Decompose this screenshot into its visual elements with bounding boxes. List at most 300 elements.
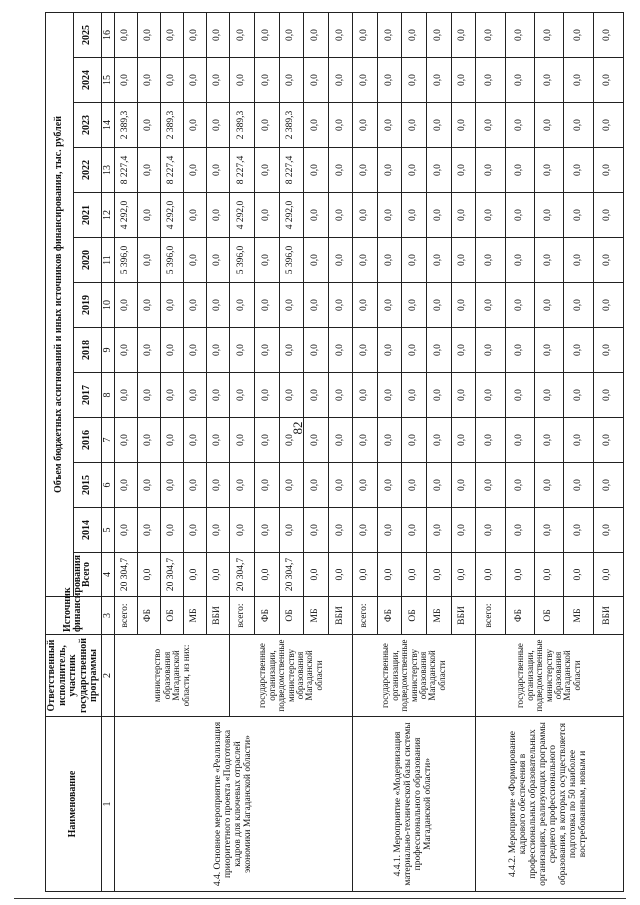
year-value: 0,0 bbox=[427, 463, 452, 508]
index-cell: 12 bbox=[101, 193, 115, 238]
header-year: 2015 bbox=[73, 463, 101, 508]
year-value: 2 389,3 bbox=[115, 103, 138, 148]
year-value: 0,0 bbox=[593, 373, 623, 418]
year-value: 0,0 bbox=[304, 463, 329, 508]
year-value: 0,0 bbox=[115, 283, 138, 328]
year-value: 0,0 bbox=[535, 148, 564, 193]
year-value: 0,0 bbox=[564, 193, 593, 238]
year-value: 0,0 bbox=[476, 508, 505, 553]
year-value: 0,0 bbox=[353, 283, 378, 328]
header-responsible: Ответственный исполнитель, участник государственной программы bbox=[46, 635, 102, 717]
index-cell: 9 bbox=[101, 328, 115, 373]
year-value: 0,0 bbox=[328, 418, 353, 463]
year-value: 0,0 bbox=[279, 463, 304, 508]
year-value: 0,0 bbox=[184, 58, 207, 103]
year-value: 0,0 bbox=[207, 238, 230, 283]
year-value: 0,0 bbox=[207, 13, 230, 58]
year-value: 0,0 bbox=[304, 238, 329, 283]
year-value: 0,0 bbox=[564, 373, 593, 418]
year-value: 0,0 bbox=[254, 148, 279, 193]
year-value: 0,0 bbox=[402, 508, 427, 553]
year-value: 4 292,0 bbox=[161, 193, 184, 238]
year-value: 0,0 bbox=[279, 328, 304, 373]
year-value: 0,0 bbox=[304, 148, 329, 193]
year-value: 0,0 bbox=[279, 508, 304, 553]
header-name: Наименование bbox=[46, 717, 102, 892]
year-value: 0,0 bbox=[304, 58, 329, 103]
year-value: 0,0 bbox=[230, 373, 255, 418]
year-value: 0,0 bbox=[207, 103, 230, 148]
year-value: 0,0 bbox=[353, 58, 378, 103]
year-value: 0,0 bbox=[279, 418, 304, 463]
year-value: 0,0 bbox=[427, 58, 452, 103]
year-value: 0,0 bbox=[377, 283, 402, 328]
year-value: 0,0 bbox=[476, 373, 505, 418]
year-value: 0,0 bbox=[138, 13, 161, 58]
year-value: 0,0 bbox=[254, 463, 279, 508]
year-value: 0,0 bbox=[138, 508, 161, 553]
index-cell: 4 bbox=[101, 553, 115, 597]
table-row bbox=[353, 13, 378, 892]
total-value: 0,0 bbox=[304, 553, 329, 597]
budget-table-rotated bbox=[45, 12, 613, 892]
year-value: 0,0 bbox=[138, 373, 161, 418]
total-value: 0,0 bbox=[254, 553, 279, 597]
year-value: 0,0 bbox=[161, 373, 184, 418]
year-value: 0,0 bbox=[593, 148, 623, 193]
year-value: 0,0 bbox=[161, 508, 184, 553]
year-value: 0,0 bbox=[207, 463, 230, 508]
year-value: 0,0 bbox=[138, 418, 161, 463]
year-value: 0,0 bbox=[304, 508, 329, 553]
year-value: 0,0 bbox=[328, 58, 353, 103]
year-value: 0,0 bbox=[593, 508, 623, 553]
year-value: 0,0 bbox=[564, 283, 593, 328]
total-value: 0,0 bbox=[451, 553, 476, 597]
year-value: 0,0 bbox=[451, 13, 476, 58]
funding-source: ВБИ bbox=[207, 597, 230, 635]
year-value: 0,0 bbox=[328, 13, 353, 58]
funding-source: всего: bbox=[115, 597, 138, 635]
year-value: 0,0 bbox=[377, 373, 402, 418]
funding-source: МБ bbox=[427, 597, 452, 635]
year-value: 0,0 bbox=[451, 103, 476, 148]
year-value: 0,0 bbox=[427, 103, 452, 148]
year-value: 0,0 bbox=[115, 418, 138, 463]
year-value: 0,0 bbox=[230, 328, 255, 373]
year-value: 0,0 bbox=[184, 463, 207, 508]
footer-divider bbox=[14, 898, 626, 899]
year-value: 0,0 bbox=[161, 463, 184, 508]
index-row bbox=[101, 13, 115, 892]
funding-source: ФБ bbox=[377, 597, 402, 635]
year-value: 8 227,4 bbox=[115, 148, 138, 193]
year-value: 0,0 bbox=[138, 193, 161, 238]
year-value: 0,0 bbox=[564, 508, 593, 553]
funding-source: всего: bbox=[353, 597, 378, 635]
year-value: 0,0 bbox=[230, 463, 255, 508]
year-value: 0,0 bbox=[402, 283, 427, 328]
index-cell: 15 bbox=[101, 58, 115, 103]
year-value: 0,0 bbox=[593, 283, 623, 328]
year-value: 0,0 bbox=[593, 238, 623, 283]
year-value: 4 292,0 bbox=[230, 193, 255, 238]
year-value: 0,0 bbox=[593, 463, 623, 508]
year-value: 0,0 bbox=[564, 58, 593, 103]
year-value: 5 396,0 bbox=[115, 238, 138, 283]
responsible-executor: министерство образования Магаданской области, из них: bbox=[115, 635, 230, 717]
page-number: 82 bbox=[290, 421, 305, 435]
year-value: 0,0 bbox=[451, 58, 476, 103]
year-value: 0,0 bbox=[535, 238, 564, 283]
year-value: 0,0 bbox=[451, 508, 476, 553]
index-cell: 14 bbox=[101, 103, 115, 148]
year-value: 8 227,4 bbox=[161, 148, 184, 193]
year-value: 0,0 bbox=[402, 13, 427, 58]
year-value: 0,0 bbox=[402, 418, 427, 463]
header-year: 2014 bbox=[73, 508, 101, 553]
year-value: 0,0 bbox=[593, 193, 623, 238]
total-value: 0,0 bbox=[593, 553, 623, 597]
year-value: 0,0 bbox=[535, 283, 564, 328]
year-value: 5 396,0 bbox=[230, 238, 255, 283]
year-value: 0,0 bbox=[161, 418, 184, 463]
year-value: 0,0 bbox=[115, 508, 138, 553]
year-value: 0,0 bbox=[184, 238, 207, 283]
year-value: 0,0 bbox=[476, 193, 505, 238]
year-value: 0,0 bbox=[254, 238, 279, 283]
year-value: 0,0 bbox=[328, 328, 353, 373]
header-funding: Объем бюджетных ассигнований и иных источников финансирования, тыс. рублей bbox=[46, 13, 74, 597]
year-value: 0,0 bbox=[451, 418, 476, 463]
total-value: 0,0 bbox=[353, 553, 378, 597]
header-year: 2021 bbox=[73, 193, 101, 238]
year-value: 0,0 bbox=[115, 58, 138, 103]
table-row bbox=[115, 13, 138, 892]
year-value: 0,0 bbox=[377, 13, 402, 58]
index-cell: 16 bbox=[101, 13, 115, 58]
activity-name: 4.4. Основное мероприятие «Реализация приоритетного проекта «Подготовка кадров для ключевых отраслей экономики Магаданской области» bbox=[115, 717, 353, 892]
year-value: 0,0 bbox=[564, 148, 593, 193]
year-value: 0,0 bbox=[138, 238, 161, 283]
total-value: 0,0 bbox=[564, 553, 593, 597]
year-value: 0,0 bbox=[535, 418, 564, 463]
year-value: 0,0 bbox=[505, 238, 534, 283]
year-value: 5 396,0 bbox=[279, 238, 304, 283]
year-value: 0,0 bbox=[505, 373, 534, 418]
year-value: 0,0 bbox=[254, 193, 279, 238]
year-value: 0,0 bbox=[115, 463, 138, 508]
year-value: 0,0 bbox=[402, 238, 427, 283]
year-value: 0,0 bbox=[451, 193, 476, 238]
year-value: 0,0 bbox=[505, 463, 534, 508]
year-value: 0,0 bbox=[593, 13, 623, 58]
funding-source: МБ bbox=[564, 597, 593, 635]
year-value: 0,0 bbox=[254, 508, 279, 553]
year-value: 0,0 bbox=[402, 148, 427, 193]
year-value: 0,0 bbox=[304, 328, 329, 373]
year-value: 0,0 bbox=[505, 58, 534, 103]
year-value: 0,0 bbox=[402, 58, 427, 103]
total-value: 20 304,7 bbox=[115, 553, 138, 597]
year-value: 0,0 bbox=[427, 13, 452, 58]
year-value: 0,0 bbox=[427, 193, 452, 238]
year-value: 0,0 bbox=[230, 508, 255, 553]
year-value: 0,0 bbox=[427, 373, 452, 418]
year-value: 0,0 bbox=[184, 508, 207, 553]
year-value: 0,0 bbox=[593, 418, 623, 463]
year-value: 8 227,4 bbox=[279, 148, 304, 193]
year-value: 0,0 bbox=[207, 373, 230, 418]
year-value: 0,0 bbox=[328, 238, 353, 283]
header-year: 2016 bbox=[73, 418, 101, 463]
year-value: 0,0 bbox=[207, 418, 230, 463]
total-value: 0,0 bbox=[138, 553, 161, 597]
year-value: 0,0 bbox=[402, 463, 427, 508]
responsible-executor: государственные организации, подведомственные министерству образования Магаданской области bbox=[353, 635, 476, 717]
total-value: 0,0 bbox=[505, 553, 534, 597]
year-value: 0,0 bbox=[207, 328, 230, 373]
year-value: 0,0 bbox=[353, 13, 378, 58]
year-value: 0,0 bbox=[184, 148, 207, 193]
index-cell: 8 bbox=[101, 373, 115, 418]
funding-source: МБ bbox=[304, 597, 329, 635]
year-value: 0,0 bbox=[353, 148, 378, 193]
year-value: 0,0 bbox=[353, 193, 378, 238]
year-value: 0,0 bbox=[402, 193, 427, 238]
header-year: 2024 bbox=[73, 58, 101, 103]
year-value: 0,0 bbox=[377, 58, 402, 103]
year-value: 0,0 bbox=[304, 283, 329, 328]
year-value: 0,0 bbox=[505, 508, 534, 553]
year-value: 0,0 bbox=[535, 58, 564, 103]
funding-source: МБ bbox=[184, 597, 207, 635]
year-value: 0,0 bbox=[184, 13, 207, 58]
year-value: 0,0 bbox=[377, 508, 402, 553]
year-value: 0,0 bbox=[207, 193, 230, 238]
funding-source: всего: bbox=[476, 597, 505, 635]
year-value: 0,0 bbox=[505, 103, 534, 148]
year-value: 0,0 bbox=[564, 463, 593, 508]
year-value: 0,0 bbox=[184, 193, 207, 238]
total-value: 0,0 bbox=[377, 553, 402, 597]
responsible-executor: государственные организации, подведомственные министерству образования Магаданской области bbox=[230, 635, 353, 717]
year-value: 0,0 bbox=[353, 508, 378, 553]
year-value: 0,0 bbox=[377, 418, 402, 463]
year-value: 0,0 bbox=[505, 418, 534, 463]
year-value: 0,0 bbox=[377, 193, 402, 238]
year-value: 0,0 bbox=[564, 238, 593, 283]
header-year: 2023 bbox=[73, 103, 101, 148]
year-value: 0,0 bbox=[254, 418, 279, 463]
funding-source: ФБ bbox=[254, 597, 279, 635]
year-value: 0,0 bbox=[353, 238, 378, 283]
index-cell: 11 bbox=[101, 238, 115, 283]
activity-name: 4.4.1. Мероприятие «Модернизация материально-технической базы системы профессионального образования Магаданской области» bbox=[353, 717, 476, 892]
funding-source: ОБ bbox=[279, 597, 304, 635]
year-value: 0,0 bbox=[402, 103, 427, 148]
year-value: 0,0 bbox=[535, 508, 564, 553]
year-value: 0,0 bbox=[564, 13, 593, 58]
year-value: 0,0 bbox=[427, 283, 452, 328]
year-value: 0,0 bbox=[564, 328, 593, 373]
year-value: 0,0 bbox=[476, 148, 505, 193]
header-year: 2020 bbox=[73, 238, 101, 283]
index-cell: 10 bbox=[101, 283, 115, 328]
year-value: 0,0 bbox=[161, 58, 184, 103]
year-value: 0,0 bbox=[451, 328, 476, 373]
funding-source: ВБИ bbox=[451, 597, 476, 635]
year-value: 0,0 bbox=[402, 328, 427, 373]
year-value: 0,0 bbox=[184, 328, 207, 373]
total-value: 0,0 bbox=[184, 553, 207, 597]
year-value: 0,0 bbox=[476, 463, 505, 508]
header-total: Всего bbox=[73, 553, 101, 597]
year-value: 0,0 bbox=[505, 148, 534, 193]
responsible-executor: государственные организации, подведомственные министерству образования Магаданской области bbox=[476, 635, 623, 717]
year-value: 0,0 bbox=[593, 103, 623, 148]
year-value: 0,0 bbox=[377, 148, 402, 193]
year-value: 0,0 bbox=[476, 103, 505, 148]
year-value: 0,0 bbox=[427, 418, 452, 463]
year-value: 0,0 bbox=[427, 238, 452, 283]
header-year: 2025 bbox=[73, 13, 101, 58]
total-value: 20 304,7 bbox=[161, 553, 184, 597]
year-value: 0,0 bbox=[279, 58, 304, 103]
year-value: 0,0 bbox=[230, 418, 255, 463]
year-value: 0,0 bbox=[328, 463, 353, 508]
year-value: 0,0 bbox=[304, 13, 329, 58]
funding-source: ФБ bbox=[505, 597, 534, 635]
year-value: 0,0 bbox=[451, 238, 476, 283]
total-value: 0,0 bbox=[476, 553, 505, 597]
year-value: 0,0 bbox=[564, 103, 593, 148]
year-value: 0,0 bbox=[593, 328, 623, 373]
year-value: 0,0 bbox=[535, 373, 564, 418]
index-cell: 7 bbox=[101, 418, 115, 463]
total-value: 0,0 bbox=[427, 553, 452, 597]
year-value: 0,0 bbox=[184, 418, 207, 463]
year-value: 0,0 bbox=[505, 283, 534, 328]
header-source: Источник финансирования bbox=[46, 597, 102, 635]
year-value: 0,0 bbox=[254, 373, 279, 418]
year-value: 0,0 bbox=[353, 103, 378, 148]
year-value: 0,0 bbox=[427, 508, 452, 553]
year-value: 0,0 bbox=[451, 373, 476, 418]
total-value: 0,0 bbox=[402, 553, 427, 597]
year-value: 0,0 bbox=[451, 283, 476, 328]
year-value: 5 396,0 bbox=[161, 238, 184, 283]
year-value: 0,0 bbox=[230, 283, 255, 328]
funding-source: всего: bbox=[230, 597, 255, 635]
year-value: 0,0 bbox=[451, 148, 476, 193]
year-value: 0,0 bbox=[377, 463, 402, 508]
year-value: 0,0 bbox=[328, 148, 353, 193]
year-value: 0,0 bbox=[505, 328, 534, 373]
year-value: 0,0 bbox=[115, 373, 138, 418]
year-value: 0,0 bbox=[304, 418, 329, 463]
total-value: 0,0 bbox=[328, 553, 353, 597]
year-value: 0,0 bbox=[230, 13, 255, 58]
year-value: 0,0 bbox=[138, 463, 161, 508]
total-value: 20 304,7 bbox=[230, 553, 255, 597]
year-value: 0,0 bbox=[593, 58, 623, 103]
year-value: 0,0 bbox=[476, 418, 505, 463]
year-value: 0,0 bbox=[279, 373, 304, 418]
year-value: 0,0 bbox=[353, 418, 378, 463]
year-value: 0,0 bbox=[138, 283, 161, 328]
year-value: 0,0 bbox=[476, 13, 505, 58]
header-year: 2018 bbox=[73, 328, 101, 373]
year-value: 0,0 bbox=[328, 103, 353, 148]
year-value: 0,0 bbox=[353, 463, 378, 508]
year-value: 0,0 bbox=[535, 328, 564, 373]
year-value: 0,0 bbox=[476, 238, 505, 283]
year-value: 0,0 bbox=[161, 13, 184, 58]
year-value: 0,0 bbox=[161, 328, 184, 373]
year-value: 0,0 bbox=[207, 148, 230, 193]
year-value: 0,0 bbox=[328, 508, 353, 553]
year-value: 0,0 bbox=[184, 373, 207, 418]
year-value: 4 292,0 bbox=[279, 193, 304, 238]
year-value: 0,0 bbox=[138, 103, 161, 148]
year-value: 0,0 bbox=[535, 13, 564, 58]
year-value: 0,0 bbox=[535, 103, 564, 148]
year-value: 0,0 bbox=[207, 58, 230, 103]
header-year: 2019 bbox=[73, 283, 101, 328]
year-value: 0,0 bbox=[138, 58, 161, 103]
index-cell: 6 bbox=[101, 463, 115, 508]
total-value: 0,0 bbox=[535, 553, 564, 597]
budget-table bbox=[45, 12, 624, 892]
year-value: 0,0 bbox=[328, 193, 353, 238]
year-value: 0,0 bbox=[505, 193, 534, 238]
funding-source: ОБ bbox=[402, 597, 427, 635]
year-value: 0,0 bbox=[254, 13, 279, 58]
year-value: 0,0 bbox=[377, 103, 402, 148]
year-value: 0,0 bbox=[535, 463, 564, 508]
year-value: 0,0 bbox=[207, 283, 230, 328]
year-value: 0,0 bbox=[476, 58, 505, 103]
funding-source: ОБ bbox=[535, 597, 564, 635]
year-value: 0,0 bbox=[564, 418, 593, 463]
total-value: 20 304,7 bbox=[279, 553, 304, 597]
year-value: 0,0 bbox=[402, 373, 427, 418]
year-value: 0,0 bbox=[328, 373, 353, 418]
year-value: 0,0 bbox=[505, 13, 534, 58]
index-cell: 5 bbox=[101, 508, 115, 553]
year-value: 0,0 bbox=[304, 193, 329, 238]
table-body bbox=[115, 13, 624, 892]
year-value: 0,0 bbox=[279, 283, 304, 328]
year-value: 0,0 bbox=[115, 328, 138, 373]
year-value: 0,0 bbox=[328, 283, 353, 328]
year-value: 0,0 bbox=[184, 103, 207, 148]
year-value: 2 389,3 bbox=[161, 103, 184, 148]
year-value: 4 292,0 bbox=[115, 193, 138, 238]
year-value: 0,0 bbox=[161, 283, 184, 328]
year-value: 2 389,3 bbox=[279, 103, 304, 148]
year-value: 0,0 bbox=[476, 328, 505, 373]
total-value: 0,0 bbox=[207, 553, 230, 597]
year-value: 0,0 bbox=[254, 283, 279, 328]
header-year: 2017 bbox=[73, 373, 101, 418]
year-value: 0,0 bbox=[254, 103, 279, 148]
year-value: 0,0 bbox=[254, 58, 279, 103]
year-value: 0,0 bbox=[254, 328, 279, 373]
year-value: 0,0 bbox=[279, 13, 304, 58]
funding-source: ВБИ bbox=[328, 597, 353, 635]
